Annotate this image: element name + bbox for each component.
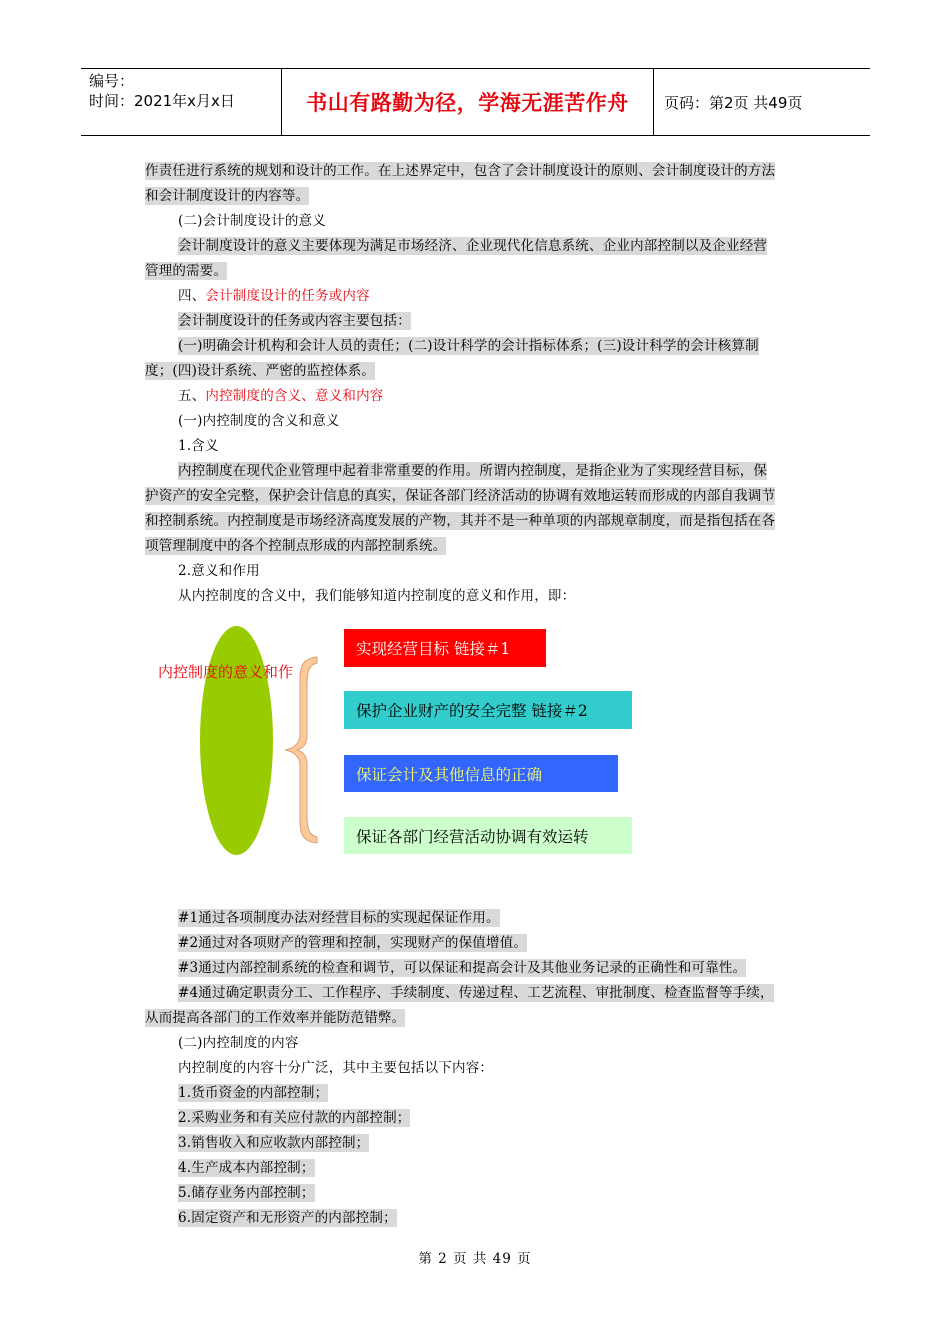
- section-heading: 1.含义: [178, 438, 219, 454]
- section-heading: (一)内控制度的含义和意义: [178, 413, 340, 429]
- paragraph-line: 护资产的安全完整，保护会计信息的真实，保证各部门经济活动的协调有效地运转而形成的内部自我调节: [145, 488, 776, 504]
- paragraph-line: 从内控制度的含义中，我们能够知道内控制度的意义和作用，即：: [178, 588, 576, 604]
- diagram-box-info-accuracy: 保证会计及其他信息的正确: [344, 755, 618, 792]
- heading-title: 会计制度设计的任务或内容: [205, 288, 370, 304]
- paragraph-line: 内控制度在现代企业管理中起着非常重要的作用。所谓内控制度，是指企业为了实现经营目标，保: [178, 463, 768, 479]
- diagram-box-coordination: 保证各部门经营活动协调有效运转: [344, 817, 632, 854]
- paragraph-line: 和会计制度设计的内容等。: [145, 188, 310, 204]
- paragraph-line: 度；(四)设计系统、严密的监控体系。: [145, 363, 376, 379]
- diagram-ellipse: [200, 626, 273, 855]
- list-item: 1.货币资金的内部控制；: [178, 1085, 329, 1101]
- page-header: [81, 68, 870, 136]
- paragraph-line: 项管理制度中的各个控制点形成的内部控制系统。: [145, 538, 447, 554]
- paragraph-line: 和控制系统。内控制度是市场经济高度发展的产物，其并不是一种单项的内部规章制度，而是指包括在各: [145, 513, 776, 529]
- page-footer: 第 2 页 共 49 页: [418, 1251, 532, 1267]
- list-item: 4.生产成本内部控制；: [178, 1160, 315, 1176]
- list-item: 3.销售收入和应收款内部控制；: [178, 1135, 370, 1151]
- header-meta: [81, 69, 282, 135]
- section-heading-5: [178, 387, 384, 405]
- section-heading-4: [178, 287, 370, 305]
- diagram-box-asset-protection[interactable]: 保护企业财产的安全完整 链接＃2: [344, 691, 632, 729]
- paragraph-line: 内控制度的内容十分广泛，其中主要包括以下内容：: [178, 1060, 494, 1076]
- section-heading: (二)会计制度设计的意义: [178, 213, 326, 229]
- diagram-label: 内控制度的意义和作: [158, 663, 294, 681]
- heading-number: 四、: [178, 288, 206, 304]
- paragraph-line: 会计制度设计的任务或内容主要包括：: [178, 313, 411, 329]
- paragraph-line: 管理的需要。: [145, 263, 228, 279]
- diagram-box-business-goals[interactable]: 实现经营目标 链接＃1: [344, 629, 546, 667]
- list-item: 6.固定资产和无形资产的内部控制；: [178, 1210, 397, 1226]
- header-motto: 书山有路勤为径，学海无涯苦作舟: [282, 69, 654, 135]
- list-item: 2.采购业务和有关应付款的内部控制；: [178, 1110, 411, 1126]
- diagram-brace: [283, 655, 323, 845]
- note-line: 从而提高各部门的工作效率并能防范错弊。: [145, 1010, 406, 1026]
- heading-title: 内控制度的含义、意义和内容: [205, 388, 384, 404]
- section-heading: (二)内控制度的内容: [178, 1035, 299, 1051]
- note-line: #1通过各项制度办法对经营目标的实现起保证作用。: [178, 910, 500, 926]
- section-heading: 2.意义和作用: [178, 563, 260, 579]
- note-line: #4通过确定职责分工、工作程序、手续制度、传递过程、工艺流程、审批制度、检查监督等手续，: [178, 985, 774, 1001]
- time-label: 时间：2021年x月x日: [89, 92, 235, 110]
- number-label: 编号：: [89, 72, 135, 90]
- list-item: 5.储存业务内部控制；: [178, 1185, 315, 1201]
- note-line: #2通过对各项财产的管理和控制，实现财产的保值增值。: [178, 935, 528, 951]
- paragraph-line: 作责任进行系统的规划和设计的工作。在上述界定中，包含了会计制度设计的原则、会计制度设计的方法: [145, 163, 776, 179]
- note-line: #3通过内部控制系统的检查和调节，可以保证和提高会计及其他业务记录的正确性和可靠性。: [178, 960, 747, 976]
- header-page-info: 页码：第2页 共49页: [664, 93, 803, 112]
- paragraph-line: 会计制度设计的意义主要体现为满足市场经济、企业现代化信息系统、企业内部控制以及企业经营: [178, 238, 768, 254]
- heading-number: 五、: [178, 388, 206, 404]
- paragraph-line: (一)明确会计机构和会计人员的责任；(二)设计科学的会计指标体系；(三)设计科学的会计核算制: [178, 338, 759, 354]
